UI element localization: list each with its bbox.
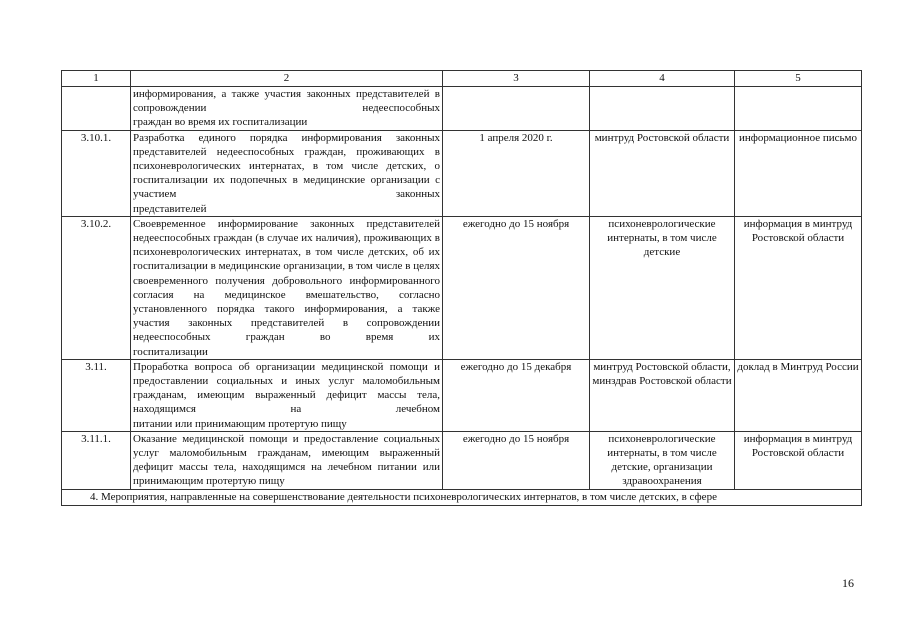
measure-description — [131, 87, 443, 131]
executor: психоневрологические интернаты, в том числе детские, организации здравоохранения — [590, 431, 735, 489]
item-number: 3.11.1. — [62, 431, 131, 489]
section-heading: 4. Мероприятия, направленные на совершенствование деятельности психоневрологических интернатов, в том числе детских, в сфере — [62, 489, 862, 505]
description-line: проживающих в психоневрологических интернатах, в — [133, 145, 440, 173]
description-line: социальных услуг маломобильным гражданам, — [133, 432, 440, 460]
description-line: представителей в сопровождении недееспособных — [133, 88, 441, 115]
description-line: Своевременное информирование законных — [133, 217, 355, 230]
description-line: принимающим протертую пищу — [133, 475, 285, 488]
description-line: представителей — [133, 202, 207, 215]
description-line: Оказание медицинской помощи и предоставление — [133, 432, 379, 445]
description-line: установленного порядка такого информирования, а — [133, 303, 403, 316]
description-line: интернатах, в том числе детских, об их — [245, 246, 440, 259]
measure-description — [131, 359, 443, 431]
deadline: ежегодно до 15 декабря — [443, 359, 590, 431]
column-number-3: 3 — [443, 71, 590, 87]
result: информация в минтруд Ростовской области — [735, 431, 862, 489]
measure-description — [131, 216, 443, 359]
description-line: Разработка единого порядка информирования — [133, 131, 382, 144]
result: информация в минтруд Ростовской области — [735, 216, 862, 359]
description-line: законных представителей недееспособных граждан, — [133, 131, 441, 158]
description-line: добровольного информированного согласия на — [133, 274, 440, 301]
table-row — [62, 130, 862, 216]
description-line: том числе детских, о госпитализации их подопечных в — [133, 160, 440, 187]
description-line: находящимся на лечебном питании или — [242, 461, 440, 474]
item-number — [62, 87, 131, 131]
page-number: 16 — [842, 576, 854, 590]
description-line: граждан во время их госпитализации — [133, 116, 308, 129]
description-line: также участия законных представителей в — [133, 303, 441, 330]
deadline: ежегодно до 15 ноября — [443, 216, 590, 359]
column-number-1: 1 — [62, 71, 131, 87]
result: информационное письмо — [735, 130, 862, 216]
deadline: ежегодно до 15 ноября — [443, 431, 590, 489]
measure-description — [131, 130, 443, 216]
description-line: информирования, а также участия законных — [133, 88, 351, 100]
description-line: медицинское вмешательство, согласно — [224, 288, 440, 301]
description-line: сопровождении недееспособных граждан во время их — [133, 317, 440, 344]
description-line: питании или принимающим протертую пищу — [133, 417, 347, 430]
executor: минтруд Ростовской области, минздрав Ростовской области — [590, 359, 735, 431]
column-number-2: 2 — [131, 71, 443, 87]
item-number: 3.11. — [62, 359, 131, 431]
deadline — [443, 87, 590, 131]
column-number-4: 4 — [590, 71, 735, 87]
table-row — [62, 431, 862, 489]
table-row — [62, 87, 862, 131]
description-line: маломобильным гражданам, имеющим выраженный — [133, 375, 441, 402]
measure-description — [131, 431, 443, 489]
description-line: медицинские организации с участием законных — [133, 174, 440, 201]
description-line: Проработка вопроса об организации медицинской — [133, 360, 384, 373]
description-line: числе в целях своевременного получения — [133, 260, 441, 287]
result: доклад в Минтруд России — [735, 359, 862, 431]
description-line: госпитализации — [133, 345, 208, 358]
item-number: 3.10.1. — [62, 130, 131, 216]
table-row — [62, 216, 862, 359]
column-number-row — [62, 71, 862, 87]
description-line: дефицит массы тела, находящимся на лечебном — [133, 389, 440, 416]
description-line: помощи и предоставлении социальных и иных услуг — [133, 360, 441, 388]
executor: психоневрологические интернаты, в том числе детские — [590, 216, 735, 359]
description-line: госпитализации в медицинские организации, в том — [133, 260, 373, 273]
result — [735, 87, 862, 131]
item-number: 3.10.2. — [62, 216, 131, 359]
description-line: наличия), проживающих в психоневрологических — [133, 232, 440, 259]
deadline: 1 апреля 2020 г. — [443, 130, 590, 216]
executor: минтруд Ростовской области — [590, 130, 735, 216]
section-heading-row — [62, 489, 862, 505]
description-line: имеющим выраженный дефицит массы тела, — [133, 447, 441, 474]
table-row — [62, 359, 862, 431]
executor — [590, 87, 735, 131]
measures-table — [61, 70, 862, 506]
description-line: представителей недееспособных граждан (в случае их — [133, 217, 441, 245]
column-number-5: 5 — [735, 71, 862, 87]
